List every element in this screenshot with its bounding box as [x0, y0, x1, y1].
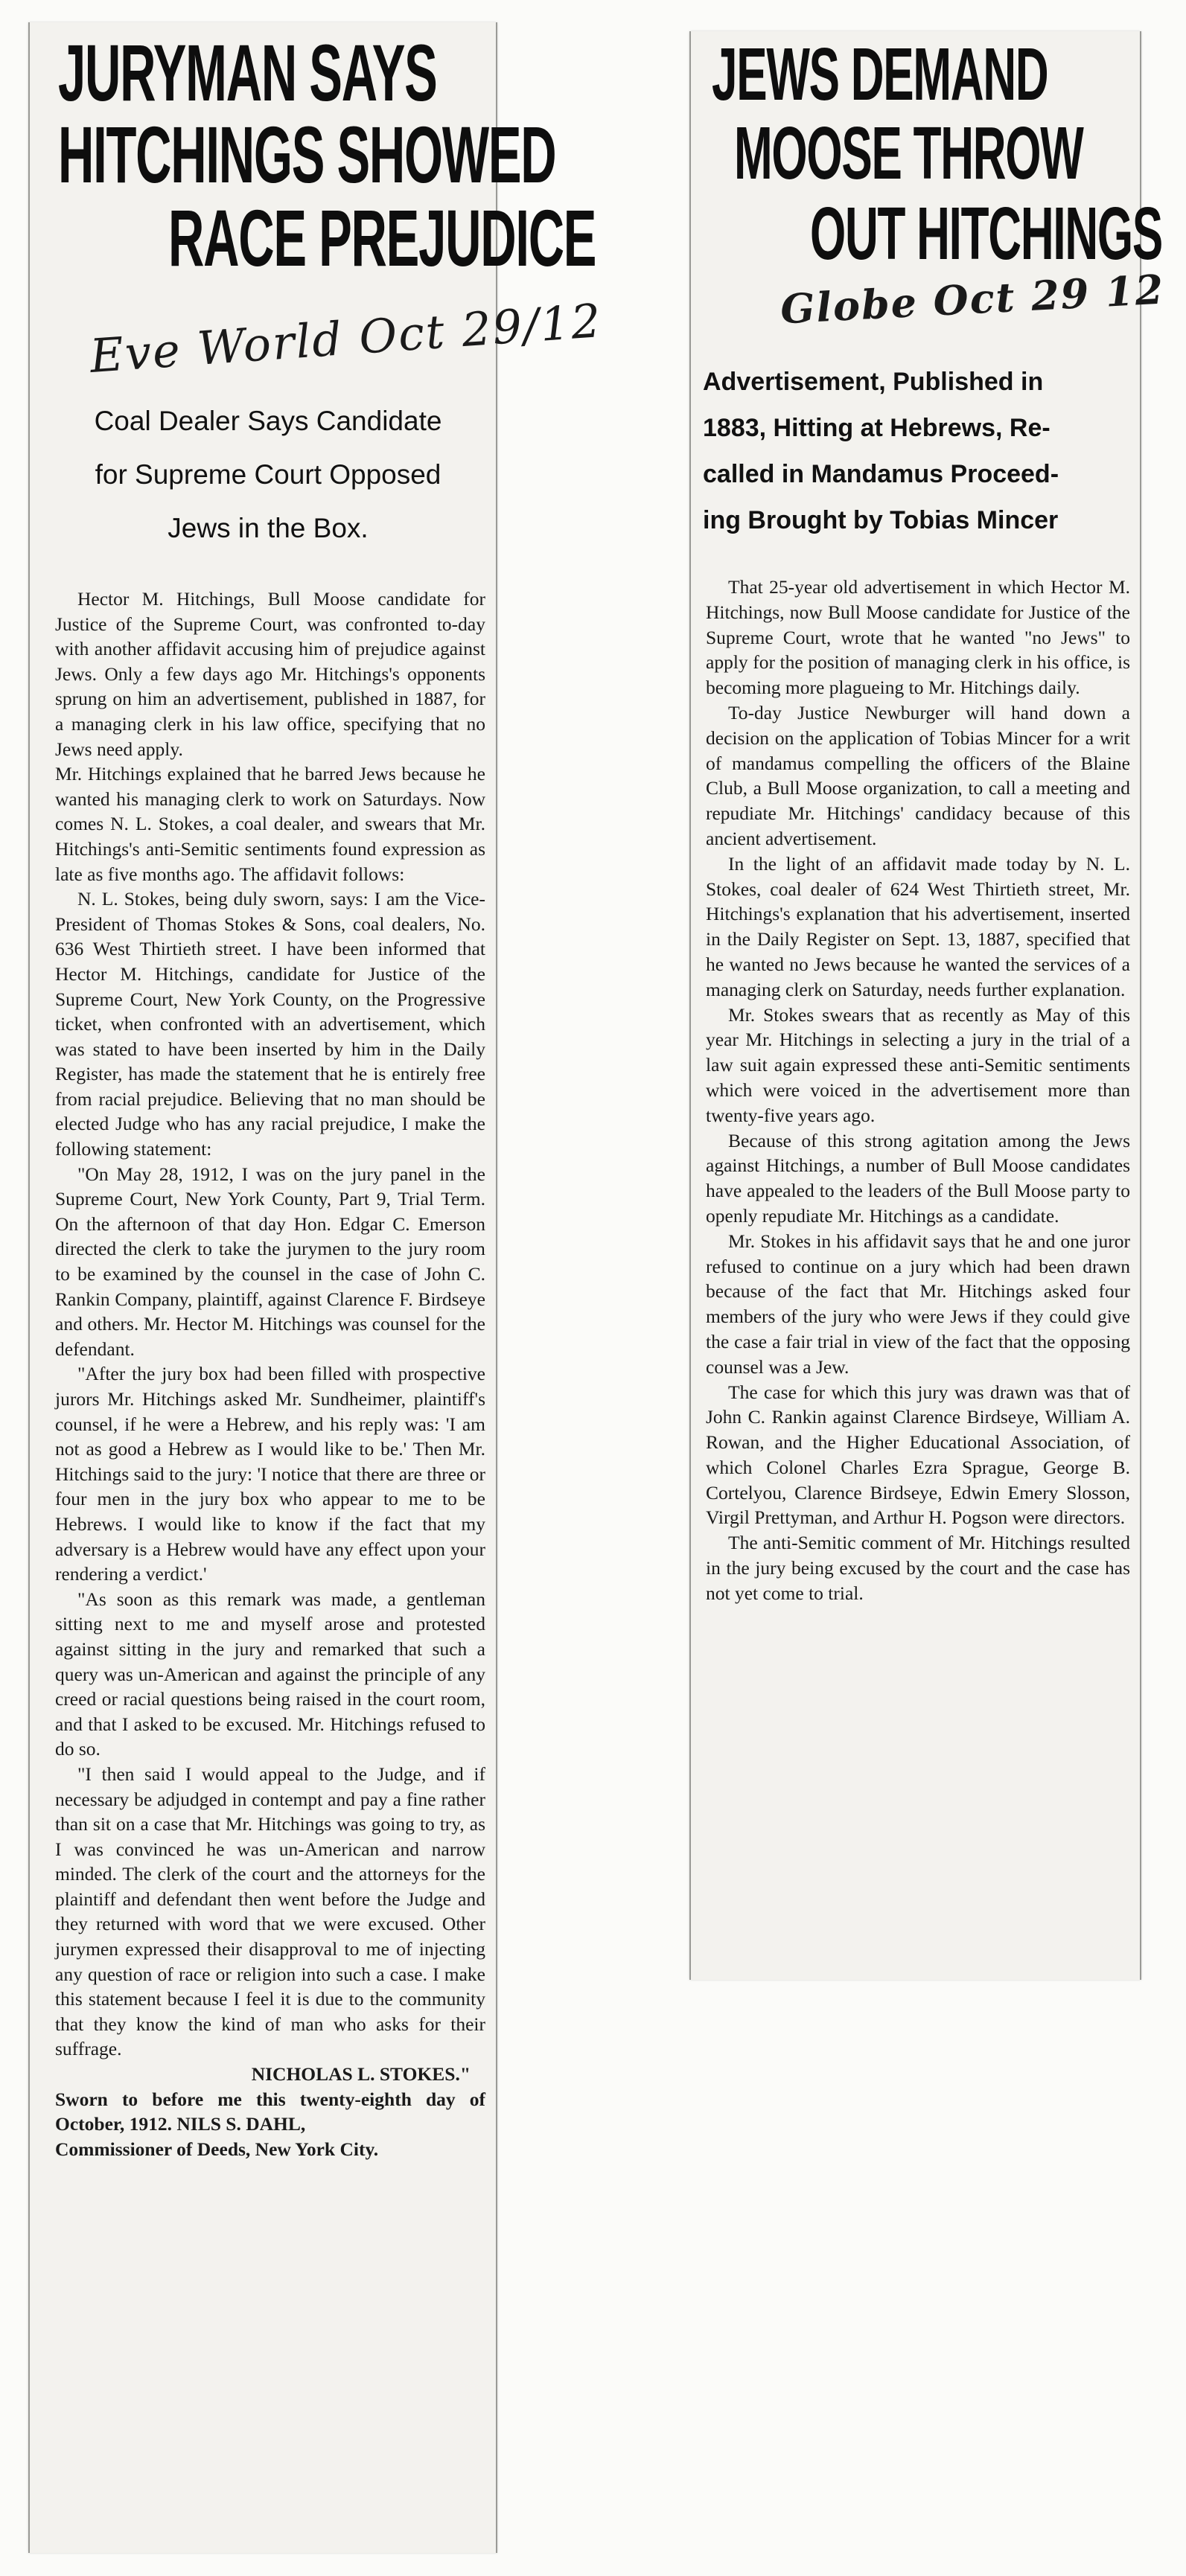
paragraph: Mr. Stokes swears that as recently as May of this year Mr. Hitchings in selecting a jury in the trial of a law suit again expressed these anti-Semitic sentiments which were voiced in the advertisement more than twenty-five years ago. [706, 1003, 1130, 1126]
article-body [706, 575, 1130, 1606]
paragraph: The anti-Semitic comment of Mr. Hitchings resulted in the jury being excused by the court and the case has not yet come to trial. [706, 1532, 1130, 1604]
deck-line: Coal Dealer Says Candidate [94, 406, 442, 436]
paragraph: N. L. Stokes, being duly sworn, says: I am the Vice-President of Thomas Stokes & Sons, coal dealers, No. 636 West Thirtieth street. I have been informed that Hector M. Hitchings, candidate for Justice of the Supreme Court, New York County, on the Progressive ticket, when confronted with an advertisement, which was stated to have been inserted by him in the Daily Register, has made the statement that he is entirely free from racial prejudice. Believing that no man should be elected Judge who has any racial prejudice, I make the following statement: [55, 888, 485, 1160]
signature-line: NICHOLAS L. STOKES." [251, 2063, 471, 2086]
deck-line: called in Mandamus Proceed- [703, 460, 1059, 488]
paragraph: "After the jury box had been filled with prospective jurors Mr. Hitchings asked Mr. Sundheimer, plaintiff's counsel, if he were a Hebrew, and his reply was: 'I am not as good a Hebrew as I would like to be.' Then Mr. Hitchings said to the jury: 'I notice that there are three or four men in the jury box who appear to me to be Hebrews. I would like to know if the fact that my adversary is a Hebrew would have any effect upon your rendering a verdict.' [55, 1363, 485, 1585]
notary-line: Sworn to before me this twenty-eighth day of October, 1912. NILS S. DAHL, [55, 2088, 485, 2135]
paragraph: Hector M. Hitchings, Bull Moose candidate for Justice of the Supreme Court, was confronted to-day with another affidavit accusing him of prejudice against Jews. Only a few days ago Mr. Hitchings's opponents sprung on him an advertisement, published in 1887, for a managing clerk in his law office, specifying that no Jews need apply. [55, 588, 485, 760]
headline-line-1: JEWS DEMAND [712, 33, 1048, 116]
paragraph: "I then said I would appeal to the Judge, and if necessary be adjudged in contempt and pay a fine rather than sit on a case that Mr. Hitchings was going to try, as I was convinced he was un-American and narrow minded. The clerk of the court and the attorneys for the plaintiff and defendant then went before the Judge and they returned with word that we were excused. Other jurymen expressed their disapproval to me of injecting any question of race or religion into such a case. I make this statement because I feel it is due to the community that they know the kind of man who asks for their suffrage. [55, 1762, 485, 2060]
deck-line: Advertisement, Published in [703, 368, 1044, 396]
handwritten-note: Eve World Oct 29/12 [88, 293, 604, 383]
headline-line-3: OUT HITCHINGS [810, 192, 1162, 275]
paragraph: "On May 28, 1912, I was on the jury panel in the Supreme Court, New York County, Part 9, Trial Term. On the afternoon of that day Hon. Edgar C. Emerson directed the clerk to take the jurymen to the jury room to be examined by the counsel in the case of John C. Rankin Company, plaintiff, against Clarence F. Birdseye and others. Mr. Hector M. Hitchings was counsel for the defendant. [55, 1163, 485, 1360]
paragraph: Mr. Hitchings explained that he barred Jews because he wanted his managing clerk to work on Saturdays. Now comes N. L. Stokes, a coal dealer, and swears that Mr. Hitchings's anti-Semitic sentiments found expression as late as five months ago. The affidavit follows: [55, 763, 485, 885]
deck-line: ing Brought by Tobias Mincer [703, 506, 1059, 534]
headline-line-2: MOOSE THROW [734, 112, 1083, 195]
paragraph: Mr. Stokes in his affidavit says that he and one juror refused to continue on a jury which had been drawn because of the fact that Mr. Hitchings asked four members of the jury who were Jews if they could give the case a fair trial in view of the fact that the opposing counsel was a Jew. [706, 1230, 1130, 1378]
deck-line: for Supreme Court Opposed [95, 459, 441, 490]
paragraph: That 25-year old advertisement in which Hector M. Hitchings, now Bull Moose candidate for Justice of the Supreme Court, wrote that he wanted "no Jews" to apply for the position of managing clerk in his office, is becoming more plagueing to Mr. Hitchings daily. [706, 576, 1130, 699]
left-newspaper-clipping [28, 22, 604, 2553]
subheadline [60, 394, 476, 555]
headline-line-3: RACE PREJUDICE [168, 193, 596, 283]
paragraph: In the light of an affidavit made today by N. L. Stokes, coal dealer of 624 West Thirtieth street, Mr. Hitchings's explanation that his advertisement, inserted in the Daily Register on Sept. 13, 1887, specified that he wanted no Jews because he wanted the services of a managing clerk on Saturday, needs further explanation. [706, 852, 1130, 1000]
headline-line-1: JURYMAN SAYS [58, 28, 437, 118]
paragraph: To-day Justice Newburger will hand down a decision on the application of Tobias Mincer for a writ of mandamus compelling the officers of the Blaine Club, a Bull Moose organization, to call a meeting and repudiate Mr. Hitchings' candidacy because of this ancient advertisement. [706, 701, 1130, 849]
paragraph: The case for which this jury was drawn was that of John C. Rankin against Clarence Birdseye, William A. Rowan, and the Higher Educational Association, of which Colonel Charles Ezra Sprague, George B. Cortelyou, Clarence Birdseye, Edwin Emery Slosson, Virgil Prettyman, and Arthur H. Pogson were directors. [706, 1381, 1130, 1529]
headline-line-2: HITCHINGS SHOWED [58, 109, 556, 199]
paragraph: "As soon as this remark was made, a gentleman sitting next to me and myself arose and protested against sitting in the jury and remarked that such a query was un-American and against the principle of any creed or racial questions being raised in the court room, and that I asked to be excused. Mr. Hitchings refused to do so. [55, 1588, 485, 1760]
article-body [55, 587, 485, 2161]
deck-line: Jews in the Box. [168, 513, 369, 543]
paragraph: Because of this strong agitation among the Jews against Hitchings, a number of Bull Moose candidates have appealed to the leaders of the Bull Moose party to openly repudiate Mr. Hitchings as a candidate. [706, 1129, 1130, 1227]
notary-title: Commissioner of Deeds, New York City. [55, 2138, 379, 2160]
deck-line: 1883, Hitting at Hebrews, Re- [703, 414, 1050, 442]
subheadline [703, 359, 1127, 543]
right-newspaper-clipping [689, 31, 1166, 1980]
handwritten-note: Globe Oct 29 12 [779, 265, 1166, 333]
